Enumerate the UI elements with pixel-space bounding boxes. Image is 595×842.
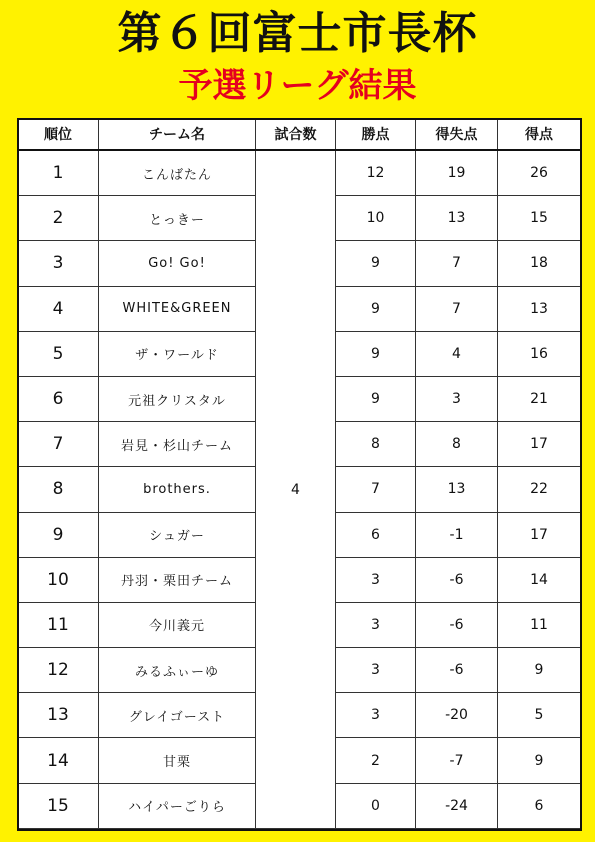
team-cell: ハイパーごりら (99, 783, 256, 828)
rank-cell: 2 (18, 196, 99, 241)
page-title: 第６回富士市長杯 (117, 8, 478, 59)
team-cell: 岩見・杉山チーム (99, 422, 256, 467)
goal-diff-cell: 3 (416, 376, 498, 421)
rank-cell: 8 (18, 467, 99, 512)
table-row (18, 150, 581, 196)
goals-cell: 9 (498, 738, 581, 783)
team-cell: こんばたん (99, 150, 256, 196)
column-header-rank: 順位 (18, 119, 99, 151)
rank-cell: 13 (18, 693, 99, 738)
team-cell: Go! Go! (99, 241, 256, 286)
points-cell: 7 (336, 467, 416, 512)
goal-diff-cell: 19 (416, 150, 498, 196)
points-cell: 6 (336, 512, 416, 557)
page-subtitle: 予選リーグ結果 (178, 66, 417, 106)
points-cell: 12 (336, 150, 416, 196)
column-header-points: 勝点 (336, 119, 416, 151)
points-cell: 2 (336, 738, 416, 783)
goals-cell: 17 (498, 422, 581, 467)
games-played-cell: 4 (256, 150, 336, 829)
goals-cell: 13 (498, 286, 581, 331)
column-header-goals: 得点 (498, 119, 581, 151)
goal-diff-cell: -6 (416, 602, 498, 647)
goal-diff-cell: 4 (416, 331, 498, 376)
goal-diff-cell: -1 (416, 512, 498, 557)
goals-cell: 15 (498, 196, 581, 241)
team-cell: 丹羽・栗田チーム (99, 557, 256, 602)
goals-cell: 17 (498, 512, 581, 557)
goal-diff-cell: 7 (416, 241, 498, 286)
points-cell: 0 (336, 783, 416, 828)
column-header-goal-diff: 得失点 (416, 119, 498, 151)
team-cell: 元祖クリスタル (99, 376, 256, 421)
team-cell: シュガー (99, 512, 256, 557)
points-cell: 8 (336, 422, 416, 467)
column-header-team: チーム名 (99, 119, 256, 151)
goal-diff-cell: 13 (416, 196, 498, 241)
team-cell: とっきー (99, 196, 256, 241)
goal-diff-cell: -6 (416, 648, 498, 693)
rank-cell: 3 (18, 241, 99, 286)
team-cell: みるふぃーゆ (99, 648, 256, 693)
rank-cell: 6 (18, 376, 99, 421)
points-cell: 3 (336, 602, 416, 647)
goal-diff-cell: -6 (416, 557, 498, 602)
points-cell: 3 (336, 557, 416, 602)
table-header-row (18, 119, 581, 151)
team-cell: グレイゴースト (99, 693, 256, 738)
goals-cell: 22 (498, 467, 581, 512)
rank-cell: 4 (18, 286, 99, 331)
points-cell: 9 (336, 376, 416, 421)
team-cell: ザ・ワールド (99, 331, 256, 376)
rank-cell: 10 (18, 557, 99, 602)
points-cell: 9 (336, 331, 416, 376)
goal-diff-cell: 13 (416, 467, 498, 512)
rank-cell: 11 (18, 602, 99, 647)
rank-cell: 5 (18, 331, 99, 376)
rank-cell: 14 (18, 738, 99, 783)
rank-cell: 12 (18, 648, 99, 693)
goals-cell: 5 (498, 693, 581, 738)
goals-cell: 26 (498, 150, 581, 196)
goals-cell: 21 (498, 376, 581, 421)
team-cell: 甘栗 (99, 738, 256, 783)
team-cell: 今川義元 (99, 602, 256, 647)
team-cell: WHITE&GREEN (99, 286, 256, 331)
points-cell: 10 (336, 196, 416, 241)
results-table (17, 118, 581, 829)
rank-cell: 9 (18, 512, 99, 557)
goals-cell: 9 (498, 648, 581, 693)
points-cell: 9 (336, 241, 416, 286)
points-cell: 3 (336, 648, 416, 693)
goals-cell: 6 (498, 783, 581, 828)
rank-cell: 7 (18, 422, 99, 467)
rank-cell: 15 (18, 783, 99, 828)
team-cell: brothers. (99, 467, 256, 512)
points-cell: 3 (336, 693, 416, 738)
goal-diff-cell: -24 (416, 783, 498, 828)
goal-diff-cell: -20 (416, 693, 498, 738)
goal-diff-cell: 8 (416, 422, 498, 467)
rank-cell: 1 (18, 150, 99, 196)
goals-cell: 14 (498, 557, 581, 602)
goals-cell: 18 (498, 241, 581, 286)
goals-cell: 16 (498, 331, 581, 376)
goals-cell: 11 (498, 602, 581, 647)
goal-diff-cell: -7 (416, 738, 498, 783)
goal-diff-cell: 7 (416, 286, 498, 331)
points-cell: 9 (336, 286, 416, 331)
column-header-games: 試合数 (256, 119, 336, 151)
